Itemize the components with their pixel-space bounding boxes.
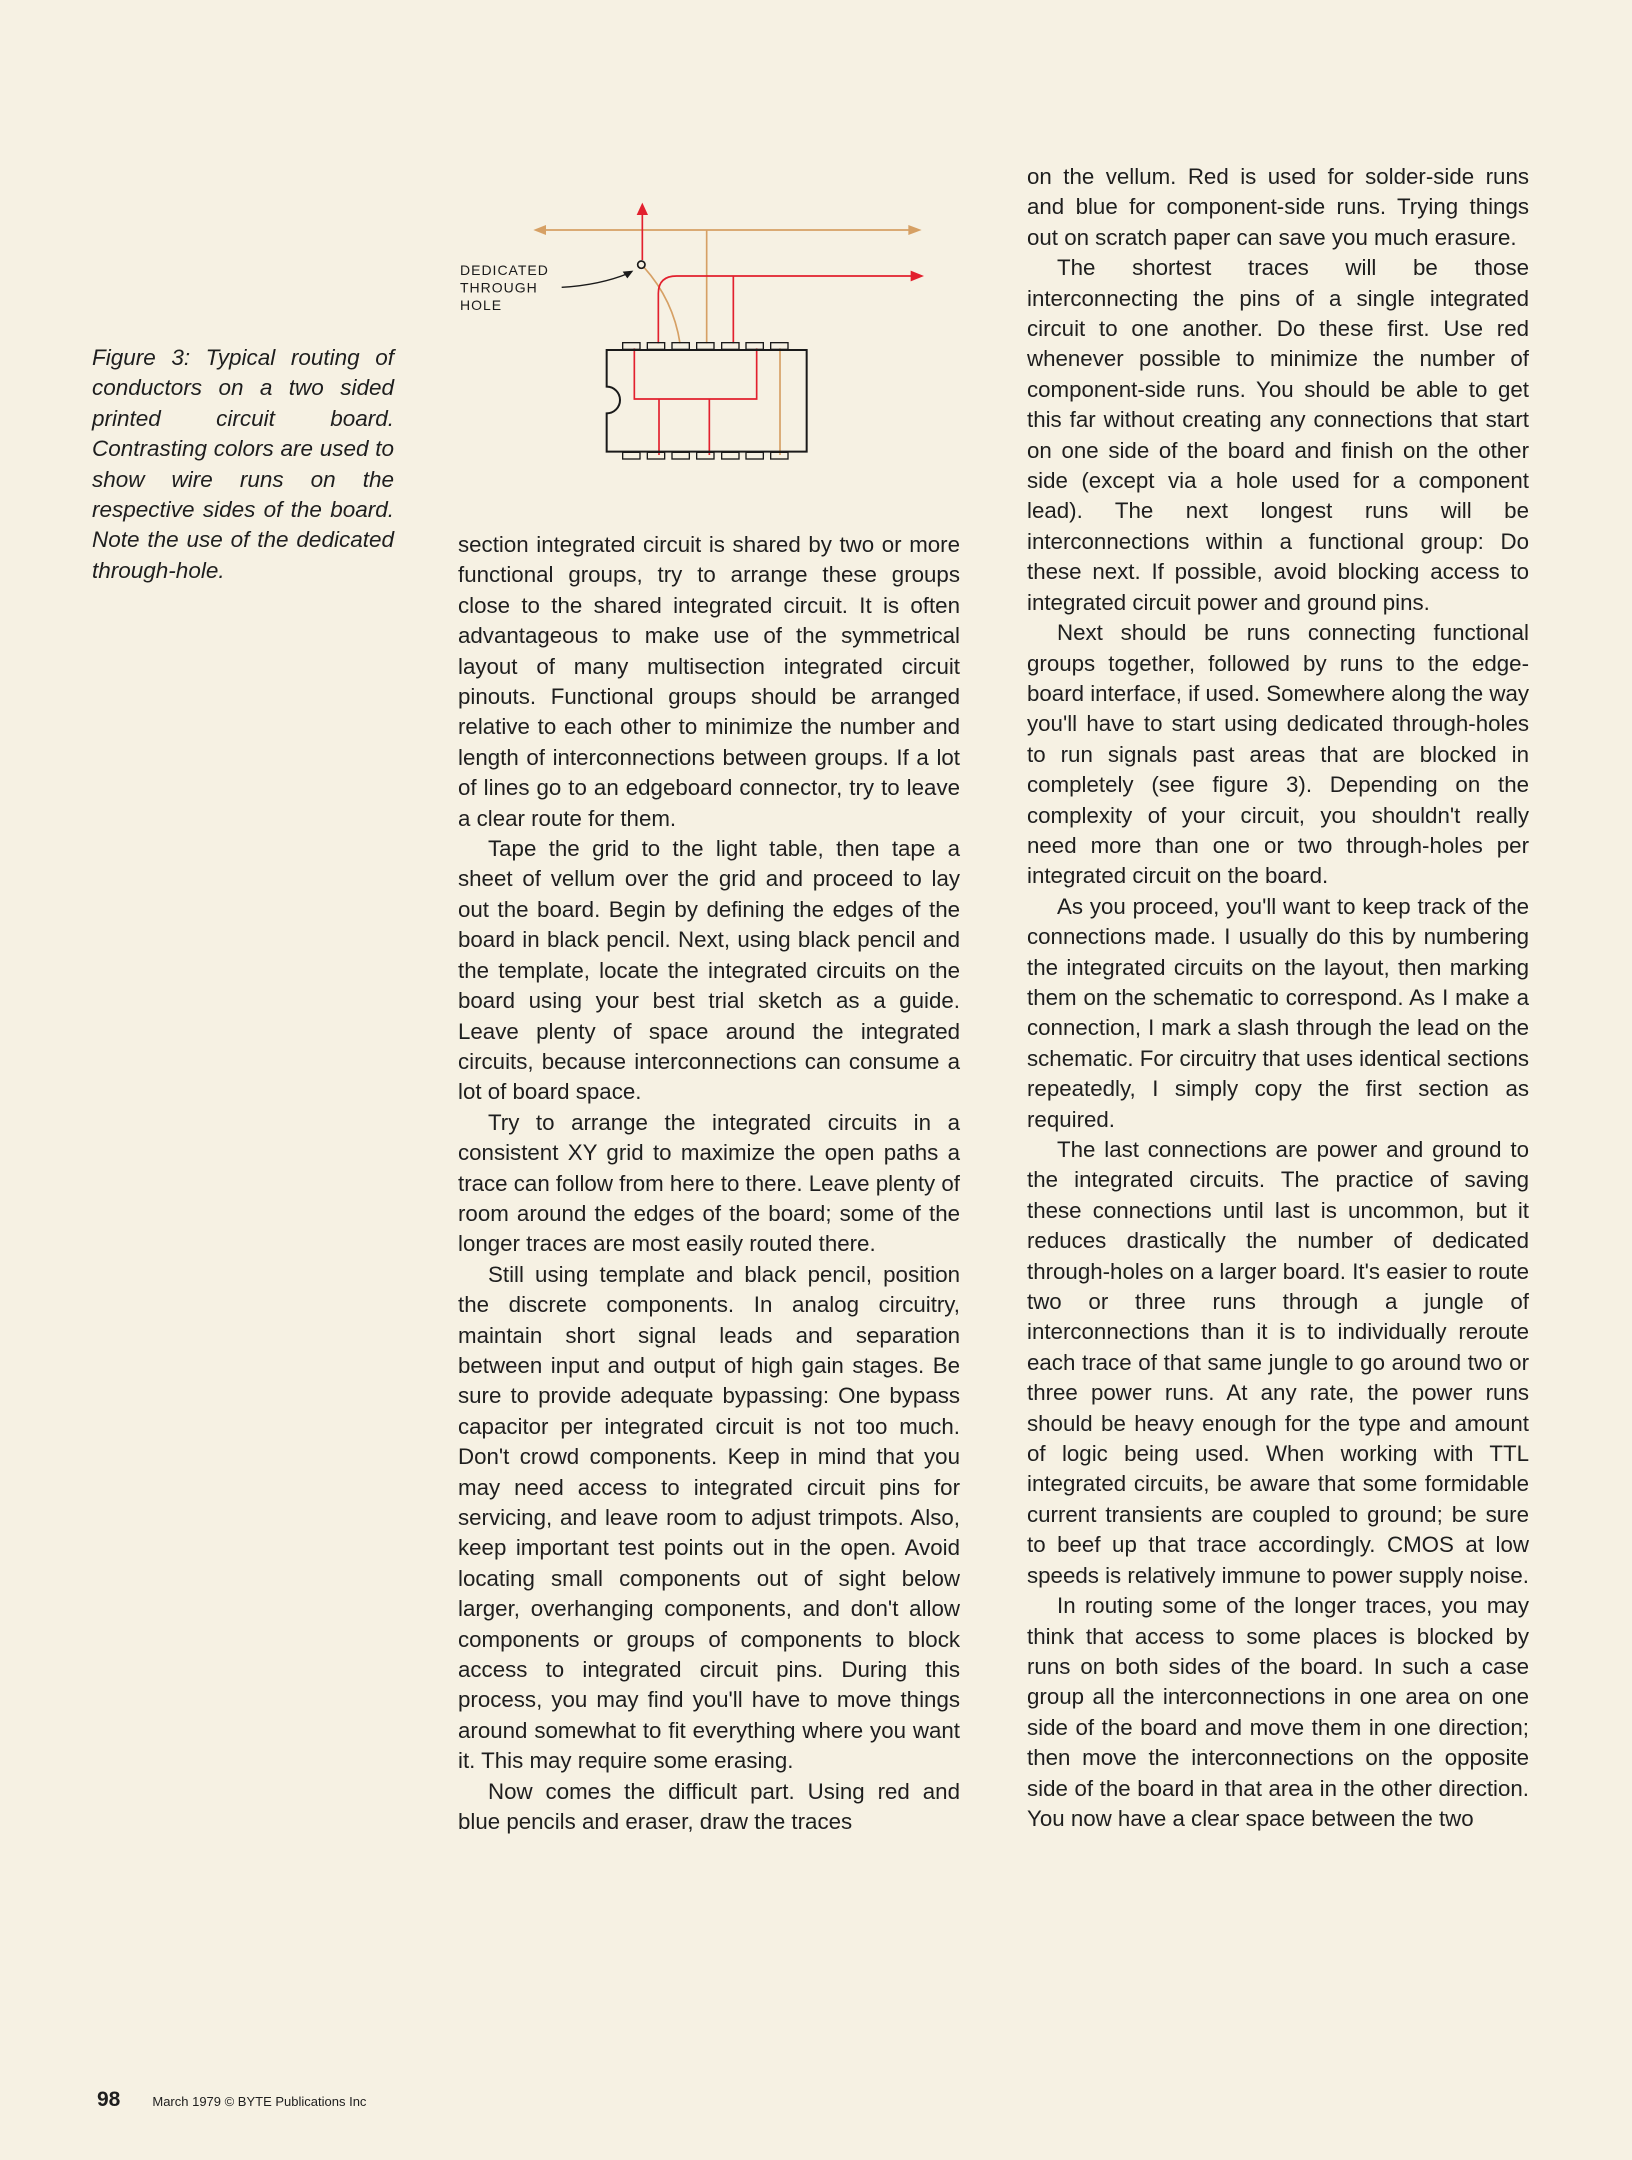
through-hole-icon: [638, 261, 645, 268]
paragraph: Now comes the difficult part. Using red and blue pencils and eraser, draw the traces: [458, 1778, 960, 1835]
page-number: 98: [97, 2088, 121, 2111]
article-column-right: [1027, 162, 1529, 1834]
paragraph: section integrated circuit is shared by two or more functional groups, try to arrange these groups close to the shared integrated circuit. It is often advantageous to make use of the symmetrical layout of many multisection integrated circuit pinouts. Functional groups should be arranged relative to each other to minimize the number and length of interconnections between groups. If a lot of lines go to an edgeboard connector, try to leave a clear route for them.: [458, 532, 960, 831]
paragraph: Still using template and black pencil, position the discrete components. In analog circuitry, maintain short signal leads and separation between input and output of high gain stages. Be sure to provide adequate bypassing: One bypass capacitor per integrated circuit is not too much. Don't crowd components. Keep in mind that you may need access to integrated circuit pins for servicing, and leave room to adjust trimpots. Also, keep important test points out in the open. Avoid locating small components out of sight below larger, overhanging components, and don't allow components or groups of components to block access to integrated circuit pins. During this process, you may find you'll have to move things around somewhat to fit everything where you want it. This may require some erasing.: [458, 1261, 960, 1774]
component-side-bus: [533, 225, 921, 455]
paragraph: The last connections are power and ground to the integrated circuits. The practice of saving these connections until last is uncommon, but it reduces drastically the number of dedicated through-holes on a larger board. It's easier to route two or three runs through a jungle of interconnections than it is to individually reroute each trace of that same jungle to go around two or three power runs. At any rate, the power runs should be heavy enough for the type and amount of logic being used. When working with TTL integrated circuits, be aware that some formidable current transients are coupled to ground; be sure to beef up that trace accordingly. CMOS at low speeds is relatively immune to power supply noise.: [1027, 1137, 1529, 1588]
paragraph: As you proceed, you'll want to keep track of the connections made. I usually do this by numbering the integrated circuits on the layout, then marking them on the schematic to correspond. As I make a connection, I mark a slash through the lead on the schematic. For circuitry that uses identical sections repeatedly, I simply copy the first section as required.: [1027, 893, 1529, 1132]
pointer-arrow: [562, 273, 629, 287]
figure-caption: Figure 3: Typical routing of conductors on a two sided printed circuit board. Contrasting colors are used to show wire runs on the respective sides of the board. Note the use of the dedicated through-hole.: [92, 345, 394, 583]
paragraph: on the vellum. Red is used for solder-side runs and blue for component-side runs. Trying things out on scratch paper can save you much erasure.: [1027, 164, 1529, 250]
article-column-middle: [458, 530, 960, 1837]
paragraph: Try to arrange the integrated circuits in a consistent XY grid to maximize the open paths a trace can follow from here to there. Leave plenty of room around the edges of the board; some of the longer traces are most easily routed there.: [458, 1109, 960, 1257]
figure-label-line: DEDICATED: [460, 262, 549, 278]
figure-label-line: HOLE: [460, 297, 503, 313]
figure-3-pcb-routing-diagram: [440, 180, 960, 480]
figure-label-line: THROUGH: [460, 279, 538, 296]
publication-credit: March 1979 © BYTE Publications Inc: [152, 2094, 367, 2109]
paragraph: Tape the grid to the light table, then tape a sheet of vellum over the grid and proceed to lay out the board. Begin by defining the edges of the board in black pencil. Next, using black pencil and the template, locate the integrated circuits on the board using your best trial sketch as a guide. Leave plenty of space around the integrated circuits, because interconnections can consume a lot of board space.: [458, 836, 960, 1105]
paragraph: Next should be runs connecting functional groups together, followed by runs to the edge-board interface, if used. Somewhere along the way you'll have to start using dedicated through-holes to run signals past areas that are blocked in completely (see figure 3). Depending on the complexity of your circuit, you shouldn't really need more than one or two through-holes per integrated circuit on the board.: [1027, 620, 1529, 889]
paragraph: The shortest traces will be those interconnecting the pins of a single integrated circuit to one another. Do these first. Use red whenever possible to minimize the number of component-side runs. You should be able to get this far without creating any connections that start on one side of the board and finish on the other side (except via a hole used for a component lead). The next longest runs will be interconnections within a functional group: Do these next. If possible, avoid blocking access to integrated circuit power and ground pins.: [1027, 255, 1529, 615]
integrated-circuit-chip: [607, 343, 807, 459]
paragraph: In routing some of the longer traces, you may think that access to some places is blocked by runs on both sides of the board. In such a case group all the interconnections in one area on one side of the board and move them in one direction; then move the interconnections on the opposite side of the board in that area in the other direction. You now have a clear space between the two: [1027, 1593, 1529, 1831]
page-footer: [97, 2088, 366, 2112]
